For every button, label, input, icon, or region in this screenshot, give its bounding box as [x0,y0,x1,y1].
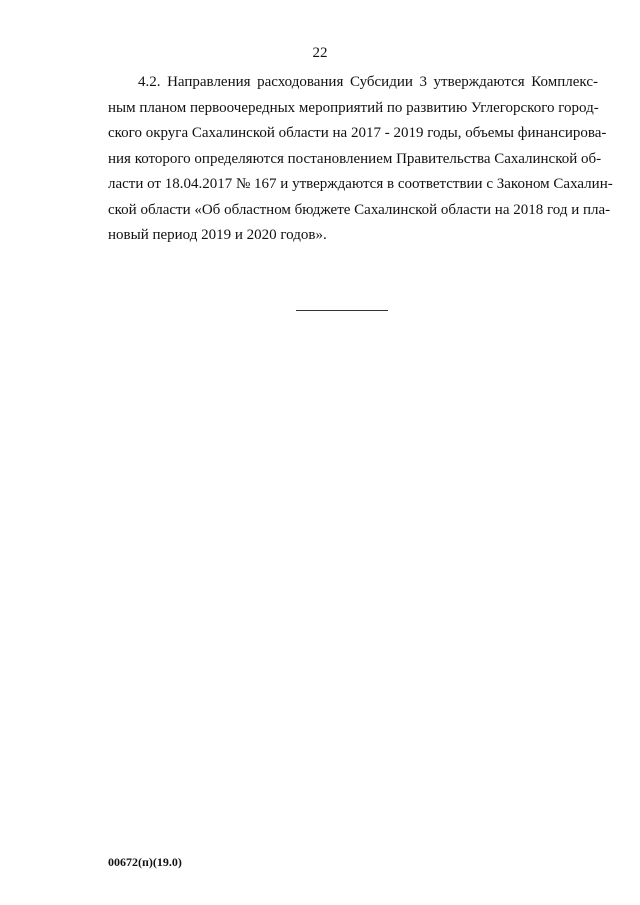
paragraph-line: ской области «Об областном бюджете Сахалинской области на 2018 год и пла- [108,201,611,218]
paragraph-line: ского округа Сахалинской области на 2017 - 2019 годы, объемы финансирова- [108,125,607,141]
paragraph-line: ласти от 18.04.2017 № 167 и утверждаются в соответствии с Законом Сахалин- [108,176,613,192]
paragraph-line: ния которого определяются постановлением Правительства Сахалинской об- [108,150,602,167]
paragraph-line: 4.2. Направления расходования Субсидии 3 утверждаются Комплекс- [138,74,598,90]
document-code: 00672(п)(19.0) [108,855,182,869]
paragraph-line: новый период 2019 и 2020 годов». [108,227,327,243]
page-number: 22 [312,45,328,61]
body-paragraph [108,70,613,249]
paragraph-line: ным планом первоочередных мероприятий по развитию Углегорского город- [108,99,599,116]
separator-line [296,310,388,311]
